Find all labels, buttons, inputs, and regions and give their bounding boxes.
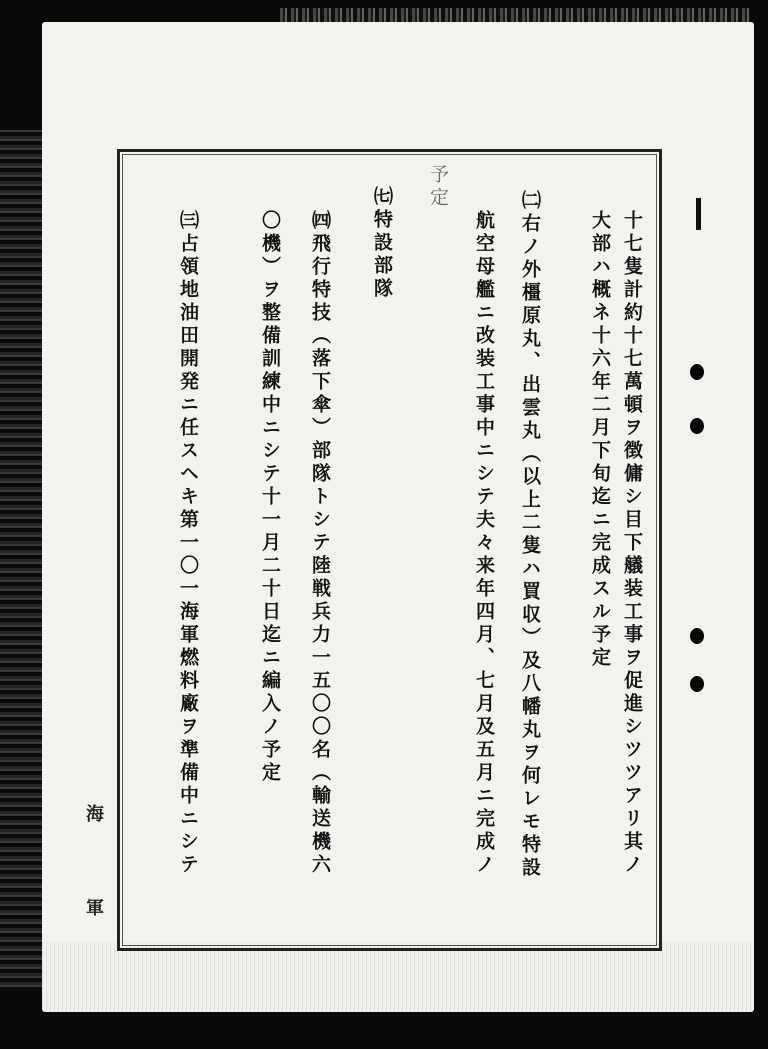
- text-column-6: ㈦特設部隊: [371, 186, 393, 301]
- text-column-7: ㈣飛行特技（落下傘）部隊トシテ陸戦兵力一五〇〇名（輸送機六: [309, 210, 331, 877]
- binding-hole-2: [690, 418, 704, 434]
- binding-hole-4: [690, 676, 704, 692]
- binding-hole-3: [690, 628, 704, 644]
- text-column-8: 〇機）ヲ整備訓練中ニシテ十一月二十日迄ニ編入ノ予定: [259, 210, 281, 785]
- text-column-2: 大部ハ概ネ十六年二月下旬迄ニ完成スル予定: [589, 210, 611, 670]
- text-column-9: ㈢占領地油田開発ニ任スヘキ第一〇一海軍燃料廠ヲ準備中ニシテ: [177, 210, 199, 877]
- margin-label-2: 軍: [86, 898, 104, 919]
- document-sheet: [42, 22, 754, 1012]
- binding-hole-1: [690, 364, 704, 380]
- margin-label-1: 海: [86, 804, 104, 825]
- scan-edge-left: [0, 130, 42, 990]
- text-column-3: ㈡右ノ外橿原丸、出雲丸（以上二隻ハ買収）及八幡丸ヲ何レモ特設: [519, 190, 541, 880]
- text-frame: [117, 149, 662, 951]
- text-column-4: 航空母艦ニ改装工事中ニシテ夫々来年四月、七月及五月ニ完成ノ: [473, 210, 495, 877]
- text-column-5: 予定: [427, 164, 449, 210]
- binding-mark-top: [696, 198, 701, 230]
- text-column-1: 十七隻計約十七萬頓ヲ徴傭シ目下艤装工事ヲ促進シツツアリ其ノ: [621, 210, 643, 877]
